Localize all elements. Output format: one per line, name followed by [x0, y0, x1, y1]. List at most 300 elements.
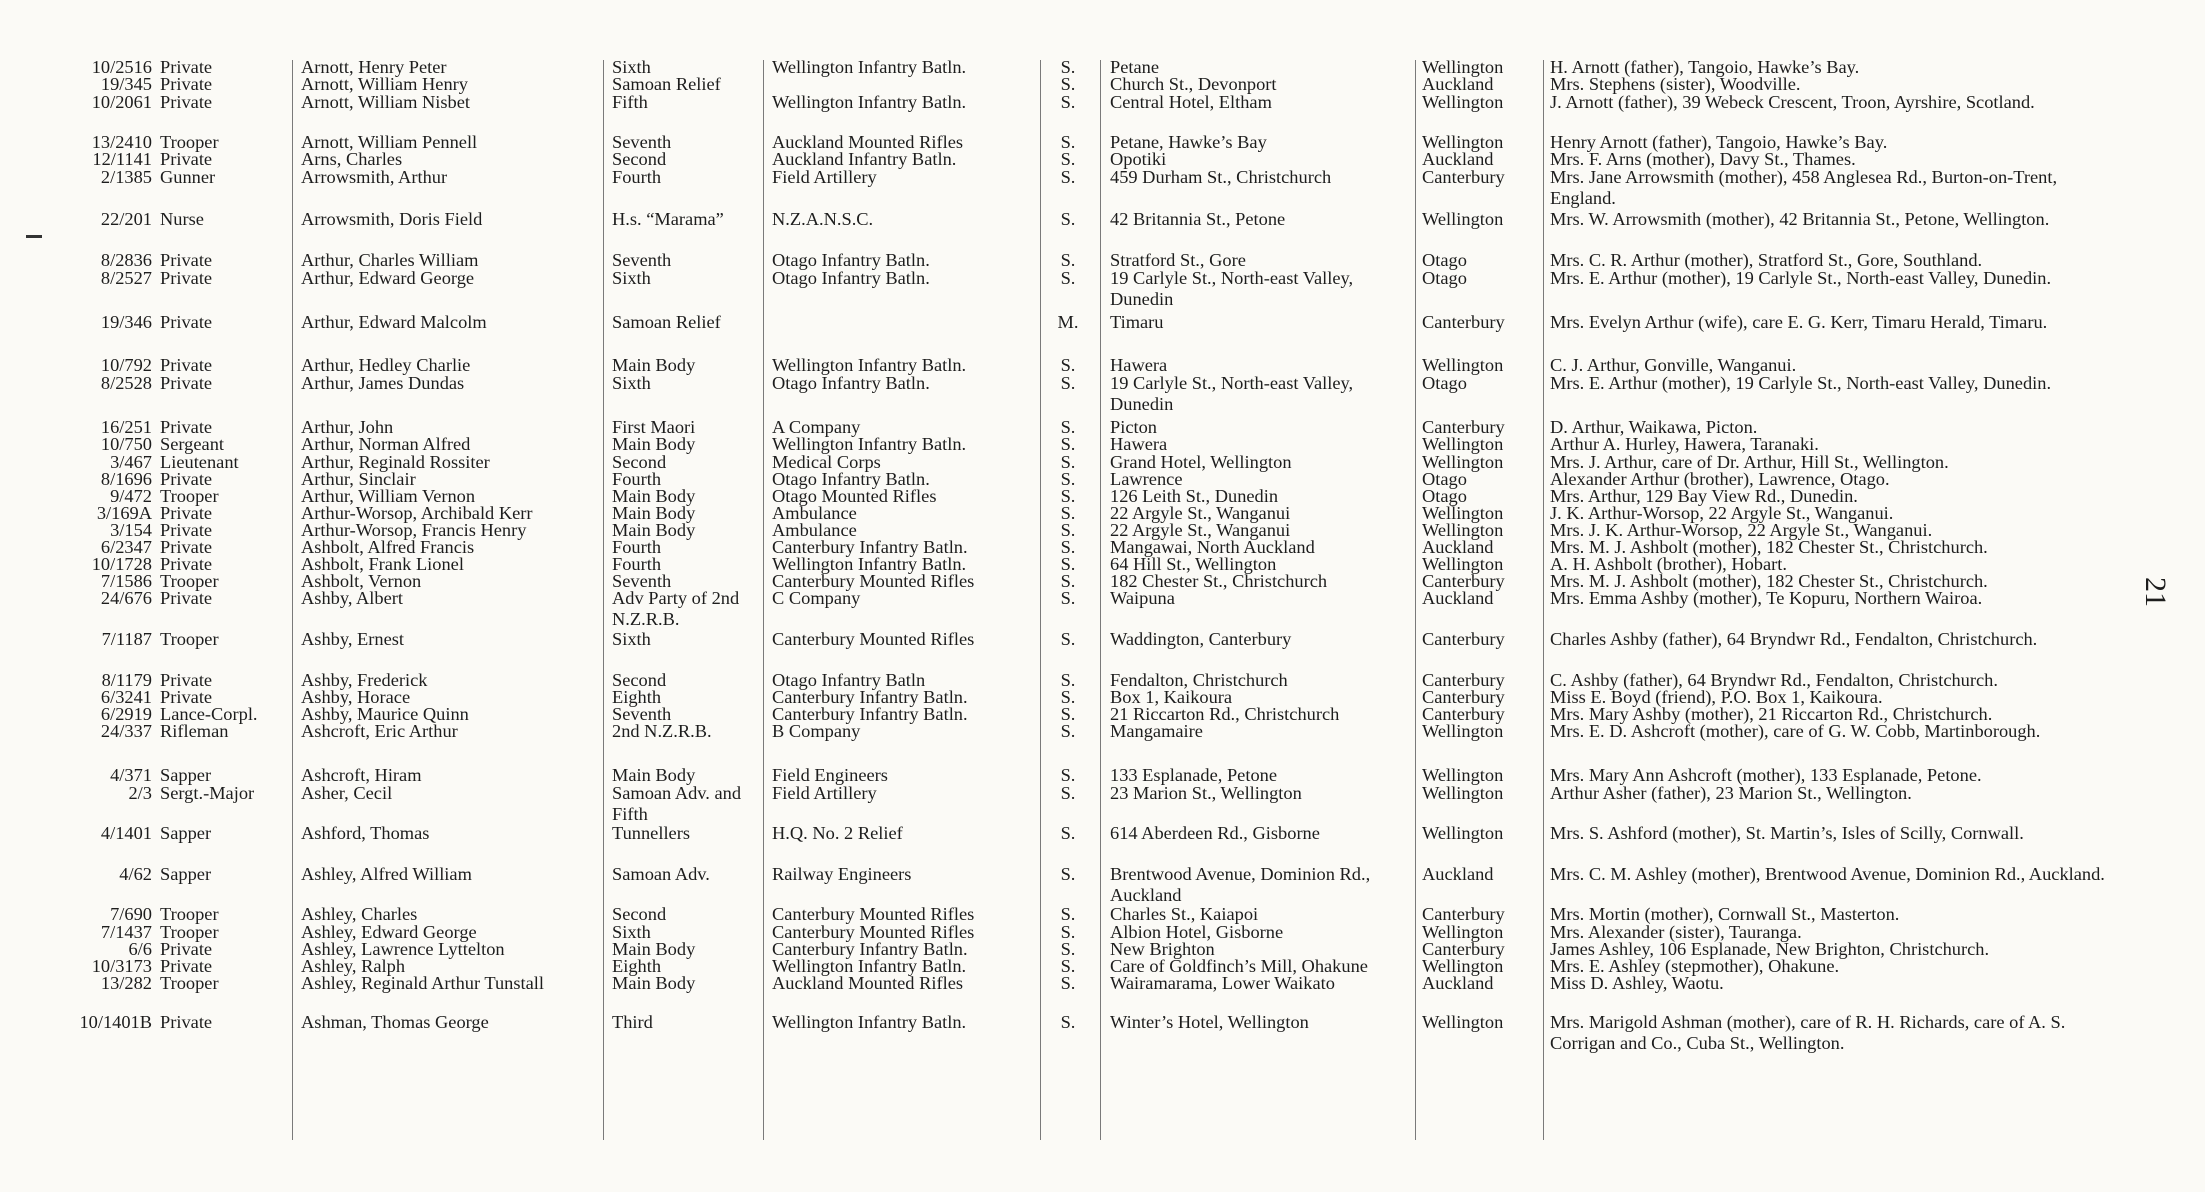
district-cell: Wellington: [1422, 520, 1504, 540]
marital-status-cell: S.: [1060, 417, 1076, 437]
draft-cell: Fourth: [612, 537, 662, 557]
marital-status-cell: S.: [1060, 452, 1076, 472]
marital-status-cell: S.: [1060, 571, 1076, 591]
next-of-kin-cell: D. Arthur, Waikawa, Picton.: [1550, 417, 1758, 437]
rank-cell: Private: [160, 57, 213, 77]
service-number-cell: 7/1437: [100, 922, 152, 942]
district-cell: Canterbury: [1422, 670, 1505, 690]
unit-cell: Auckland Mounted Rifles: [772, 132, 964, 152]
rank-cell: Private: [160, 149, 213, 169]
draft-cell: Main Body: [612, 486, 696, 506]
marital-status-cell: S.: [1060, 939, 1076, 959]
page-number: 21: [2139, 577, 2172, 607]
unit-cell: Wellington Infantry Batln.: [772, 1012, 967, 1032]
last-address-cell: 22 Argyle St., Wanganui: [1110, 503, 1291, 523]
soldier-name-cell: Arthur-Worsop, Archibald Kerr: [301, 503, 533, 523]
marital-status-cell: M.: [1057, 312, 1079, 332]
rank-cell: Private: [160, 74, 213, 94]
last-address-cell: Box 1, Kaikoura: [1110, 687, 1233, 707]
next-of-kin-cell: C. J. Arthur, Gonville, Wanganui.: [1550, 355, 1797, 375]
service-number-cell: 6/3241: [100, 687, 152, 707]
next-of-kin-cell: Mrs. J. K. Arthur-Worsop, 22 Argyle St., Wanganui.: [1550, 520, 1933, 540]
district-cell: Canterbury: [1422, 571, 1505, 591]
soldier-name-cell: Arrowsmith, Doris Field: [301, 209, 483, 229]
service-number-cell: 10/750: [100, 434, 152, 454]
soldier-name-cell: Arthur, Edward Malcolm: [301, 312, 487, 332]
unit-cell: N.Z.A.N.S.C.: [772, 209, 874, 229]
unit-cell: Canterbury Mounted Rifles: [772, 922, 975, 942]
draft-cell: Second: [612, 904, 667, 924]
soldier-name-cell: Ashley, Lawrence Lyttelton: [301, 939, 505, 959]
service-number-cell: 19/345: [100, 74, 152, 94]
last-address-cell: 126 Leith St., Dunedin: [1110, 486, 1279, 506]
last-address-cell: Petane, Hawke’s Bay: [1110, 132, 1267, 152]
soldier-name-cell: Ashcroft, Hiram: [301, 765, 422, 785]
marital-status-cell: S.: [1060, 373, 1076, 393]
next-of-kin-cell: Mrs. W. Arrowsmith (mother), 42 Britannia St., Petone, Wellington.: [1550, 209, 2050, 229]
marital-status-cell: S.: [1060, 864, 1076, 884]
last-address-cell: Opotiki: [1110, 149, 1167, 169]
soldier-name-cell: Ashley, Alfred William: [301, 864, 472, 884]
soldier-name-cell: Ashby, Ernest: [301, 629, 405, 649]
draft-cell: Fourth: [612, 469, 662, 489]
rank-cell: Lance-Corpl.: [160, 704, 258, 724]
next-of-kin-cell: Mrs. C. M. Ashley (mother), Brentwood Avenue, Dominion Rd., Auckland.: [1550, 864, 2105, 884]
service-number-cell: 2/3: [128, 783, 152, 803]
marital-status-cell: S.: [1060, 670, 1076, 690]
soldier-name-cell: Arthur, Hedley Charlie: [301, 355, 471, 375]
marital-status-cell: S.: [1060, 629, 1076, 649]
column-rule: [763, 60, 764, 1140]
rank-cell: Private: [160, 469, 213, 489]
next-of-kin-cell: Alexander Arthur (brother), Lawrence, Otago.: [1550, 469, 1890, 489]
rank-cell: Trooper: [160, 922, 219, 942]
district-cell: Canterbury: [1422, 939, 1505, 959]
soldier-name-cell: Arns, Charles: [301, 149, 403, 169]
service-number-cell: 3/154: [110, 520, 152, 540]
next-of-kin-cell: Arthur Asher (father), 23 Marion St., Wellington.: [1550, 783, 1912, 803]
draft-cell: Samoan Adv.: [612, 864, 710, 884]
unit-cell: Otago Infantry Batln: [772, 670, 926, 690]
last-address-cell: Mangawai, North Auckland: [1110, 537, 1315, 557]
next-of-kin-cell: Arthur A. Hurley, Hawera, Taranaki.: [1550, 434, 1819, 454]
last-address-cell: 21 Riccarton Rd., Christchurch: [1110, 704, 1340, 724]
unit-cell: H.Q. No. 2 Relief: [772, 823, 903, 843]
last-address-cell: Albion Hotel, Gisborne: [1110, 922, 1284, 942]
service-number-cell: 4/371: [110, 765, 152, 785]
rank-cell: Nurse: [160, 209, 204, 229]
draft-cell: Fifth: [612, 92, 648, 112]
unit-cell: Wellington Infantry Batln.: [772, 434, 967, 454]
next-of-kin-cell: Mrs. Mary Ashby (mother), 21 Riccarton Rd., Christchurch.: [1550, 704, 1993, 724]
soldier-name-cell: Ashby, Frederick: [301, 670, 428, 690]
rank-cell: Private: [160, 92, 213, 112]
marital-status-cell: S.: [1060, 250, 1076, 270]
last-address-cell: 459 Durham St., Christchurch: [1110, 167, 1332, 187]
unit-cell: Canterbury Mounted Rifles: [772, 571, 975, 591]
unit-cell: Canterbury Infantry Batln.: [772, 939, 968, 959]
rank-cell: Private: [160, 268, 213, 288]
unit-cell: C Company: [772, 588, 861, 608]
service-number-cell: 19/346: [100, 312, 152, 332]
district-cell: Canterbury: [1422, 312, 1505, 332]
rank-cell: Private: [160, 939, 213, 959]
soldier-name-cell: Arnott, Henry Peter: [301, 57, 447, 77]
next-of-kin-cell: Miss D. Ashley, Waotu.: [1550, 973, 1724, 993]
next-of-kin-cell: C. Ashby (father), 64 Bryndwr Rd., Fendalton, Christchurch.: [1550, 670, 1998, 690]
draft-cell: Sixth: [612, 268, 651, 288]
rank-cell: Trooper: [160, 904, 219, 924]
district-cell: Wellington: [1422, 956, 1504, 976]
soldier-name-cell: Arthur, Sinclair: [301, 469, 416, 489]
soldier-name-cell: Arthur, Norman Alfred: [301, 434, 471, 454]
next-of-kin-cell: Mrs. Alexander (sister), Tauranga.: [1550, 922, 1802, 942]
district-cell: Wellington: [1422, 922, 1504, 942]
unit-cell: Otago Infantry Batln.: [772, 268, 930, 288]
rank-cell: Sapper: [160, 864, 212, 884]
soldier-name-cell: Arnott, William Henry: [301, 74, 468, 94]
next-of-kin-cell: H. Arnott (father), Tangoio, Hawke’s Bay.: [1550, 57, 1860, 77]
last-address-cell: Waipuna: [1110, 588, 1175, 608]
rank-cell: Private: [160, 537, 213, 557]
district-cell: Wellington: [1422, 434, 1504, 454]
draft-cell: Eighth: [612, 687, 662, 707]
rank-cell: Gunner: [160, 167, 216, 187]
rank-cell: Private: [160, 373, 213, 393]
last-address-cell: Waddington, Canterbury: [1110, 629, 1292, 649]
soldier-name-cell: Ashby, Albert: [301, 588, 403, 608]
district-cell: Wellington: [1422, 721, 1504, 741]
marital-status-cell: S.: [1060, 149, 1076, 169]
service-number-cell: 6/2919: [100, 704, 152, 724]
district-cell: Otago: [1422, 268, 1467, 288]
last-address-cell: Wairamarama, Lower Waikato: [1110, 973, 1335, 993]
soldier-name-cell: Ashby, Horace: [301, 687, 411, 707]
service-number-cell: 8/1179: [101, 670, 152, 690]
draft-cell: Seventh: [612, 250, 672, 270]
district-cell: Wellington: [1422, 765, 1504, 785]
marital-status-cell: S.: [1060, 721, 1076, 741]
soldier-name-cell: Arnott, William Pennell: [301, 132, 478, 152]
marital-status-cell: S.: [1060, 704, 1076, 724]
marital-status-cell: S.: [1060, 355, 1076, 375]
last-address-cell: Mangamaire: [1110, 721, 1203, 741]
next-of-kin-cell: Charles Ashby (father), 64 Bryndwr Rd., Fendalton, Christchurch.: [1550, 629, 2038, 649]
unit-cell: Otago Infantry Batln.: [772, 250, 930, 270]
next-of-kin-cell: Mrs. Marigold Ashman (mother), care of R. H. Richards, care of A. S. Corrigan and Co., Cuba St., Wellington.: [1550, 1012, 2066, 1053]
unit-cell: Otago Infantry Batln.: [772, 373, 930, 393]
district-cell: Wellington: [1422, 783, 1504, 803]
district-cell: Canterbury: [1422, 704, 1505, 724]
unit-cell: Wellington Infantry Batln.: [772, 554, 967, 574]
district-cell: Wellington: [1422, 452, 1504, 472]
unit-cell: Wellington Infantry Batln.: [772, 92, 967, 112]
draft-cell: Main Body: [612, 765, 696, 785]
next-of-kin-cell: Mrs. Mary Ann Ashcroft (mother), 133 Esplanade, Petone.: [1550, 765, 1982, 785]
rank-cell: Trooper: [160, 486, 219, 506]
service-number-cell: 16/251: [100, 417, 152, 437]
service-number-cell: 7/1187: [101, 629, 152, 649]
marital-status-cell: S.: [1060, 922, 1076, 942]
next-of-kin-cell: Mrs. Emma Ashby (mother), Te Kopuru, Northern Wairoa.: [1550, 588, 1983, 608]
soldier-name-cell: Arthur-Worsop, Francis Henry: [301, 520, 527, 540]
unit-cell: B Company: [772, 721, 861, 741]
rank-cell: Trooper: [160, 571, 219, 591]
marital-status-cell: S.: [1060, 823, 1076, 843]
marital-status-cell: S.: [1060, 783, 1076, 803]
service-number-cell: 10/2061: [91, 92, 152, 112]
soldier-name-cell: Ashley, Edward George: [301, 922, 477, 942]
marital-status-cell: S.: [1060, 209, 1076, 229]
unit-cell: Canterbury Mounted Rifles: [772, 629, 975, 649]
district-cell: Wellington: [1422, 503, 1504, 523]
last-address-cell: Grand Hotel, Wellington: [1110, 452, 1292, 472]
district-cell: Wellington: [1422, 554, 1504, 574]
draft-cell: Fourth: [612, 554, 662, 574]
rank-cell: Sergeant: [160, 434, 225, 454]
district-cell: Wellington: [1422, 355, 1504, 375]
last-address-cell: Central Hotel, Eltham: [1110, 92, 1272, 112]
marital-status-cell: S.: [1060, 268, 1076, 288]
next-of-kin-cell: A. H. Ashbolt (brother), Hobart.: [1550, 554, 1787, 574]
unit-cell: A Company: [772, 417, 861, 437]
rank-cell: Private: [160, 503, 213, 523]
marital-status-cell: S.: [1060, 588, 1076, 608]
district-cell: Wellington: [1422, 823, 1504, 843]
service-number-cell: 8/2836: [100, 250, 152, 270]
district-cell: Wellington: [1422, 132, 1504, 152]
draft-cell: Sixth: [612, 373, 651, 393]
next-of-kin-cell: Mrs. F. Arns (mother), Davy St., Thames.: [1550, 149, 1856, 169]
draft-cell: Seventh: [612, 132, 672, 152]
service-number-cell: 10/1728: [91, 554, 152, 574]
service-number-cell: 13/2410: [91, 132, 152, 152]
rank-cell: Trooper: [160, 132, 219, 152]
unit-cell: Wellington Infantry Batln.: [772, 57, 967, 77]
unit-cell: Otago Infantry Batln.: [772, 469, 930, 489]
rank-cell: Sergt.-Major: [160, 783, 255, 803]
draft-cell: Samoan Relief: [612, 312, 721, 332]
rank-cell: Private: [160, 355, 213, 375]
marital-status-cell: S.: [1060, 503, 1076, 523]
draft-cell: Sixth: [612, 629, 651, 649]
district-cell: Otago: [1422, 373, 1467, 393]
next-of-kin-cell: Mrs. E. Arthur (mother), 19 Carlyle St., North-east Valley, Dunedin.: [1550, 373, 2052, 393]
marital-status-cell: S.: [1060, 434, 1076, 454]
marital-status-cell: S.: [1060, 92, 1076, 112]
unit-cell: Ambulance: [772, 503, 857, 523]
rank-cell: Private: [160, 417, 213, 437]
service-number-cell: 10/1401B: [79, 1012, 152, 1032]
unit-cell: Medical Corps: [772, 452, 881, 472]
draft-cell: 2nd N.Z.R.B.: [612, 721, 712, 741]
district-cell: Canterbury: [1422, 417, 1505, 437]
service-number-cell: 6/6: [128, 939, 152, 959]
soldier-name-cell: Arthur, Charles William: [301, 250, 479, 270]
district-cell: Wellington: [1422, 1012, 1504, 1032]
next-of-kin-cell: Henry Arnott (father), Tangoio, Hawke’s Bay.: [1550, 132, 1888, 152]
next-of-kin-cell: Mrs. J. Arthur, care of Dr. Arthur, Hill St., Wellington.: [1550, 452, 1949, 472]
last-address-cell: 22 Argyle St., Wanganui: [1110, 520, 1291, 540]
draft-cell: Samoan Relief: [612, 74, 721, 94]
draft-cell: Second: [612, 149, 667, 169]
last-address-cell: Winter’s Hotel, Wellington: [1110, 1012, 1309, 1032]
service-number-cell: 13/282: [100, 973, 152, 993]
soldier-name-cell: Arthur, Reginald Rossiter: [301, 452, 490, 472]
draft-cell: Main Body: [612, 520, 696, 540]
draft-cell: Seventh: [612, 704, 672, 724]
draft-cell: Sixth: [612, 57, 651, 77]
service-number-cell: 24/337: [100, 721, 152, 741]
soldier-name-cell: Arrowsmith, Arthur: [301, 167, 448, 187]
district-cell: Otago: [1422, 250, 1467, 270]
rank-cell: Trooper: [160, 629, 219, 649]
service-number-cell: 3/169A: [96, 503, 152, 523]
service-number-cell: 10/792: [100, 355, 152, 375]
rank-cell: Lieutenant: [160, 452, 239, 472]
draft-cell: Main Body: [612, 355, 696, 375]
service-number-cell: 9/472: [110, 486, 152, 506]
last-address-cell: 182 Chester St., Christchurch: [1110, 571, 1328, 591]
district-cell: Auckland: [1422, 149, 1494, 169]
column-rule: [292, 60, 293, 1140]
last-address-cell: Picton: [1110, 417, 1158, 437]
marital-status-cell: S.: [1060, 57, 1076, 77]
draft-cell: First Maori: [612, 417, 696, 437]
marital-status-cell: S.: [1060, 486, 1076, 506]
rank-cell: Sapper: [160, 765, 212, 785]
marital-status-cell: S.: [1060, 904, 1076, 924]
district-cell: Wellington: [1422, 92, 1504, 112]
rank-cell: Private: [160, 687, 213, 707]
soldier-name-cell: Arthur, Edward George: [301, 268, 475, 288]
draft-cell: Main Body: [612, 503, 696, 523]
soldier-name-cell: Arnott, William Nisbet: [301, 92, 471, 112]
district-cell: Canterbury: [1422, 687, 1505, 707]
rank-cell: Private: [160, 312, 213, 332]
marital-status-cell: S.: [1060, 469, 1076, 489]
marital-status-cell: S.: [1060, 956, 1076, 976]
last-address-cell: Brentwood Avenue, Dominion Rd., Auckland: [1110, 864, 1371, 905]
service-number-cell: 8/1696: [100, 469, 152, 489]
district-cell: Auckland: [1422, 74, 1494, 94]
soldier-name-cell: Ashbolt, Frank Lionel: [301, 554, 464, 574]
service-number-cell: 3/467: [110, 452, 152, 472]
next-of-kin-cell: James Ashley, 106 Esplanade, New Brighton, Christchurch.: [1550, 939, 1990, 959]
unit-cell: Field Artillery: [772, 167, 877, 187]
last-address-cell: 19 Carlyle St., North-east Valley, Dunedin: [1110, 373, 1354, 414]
marital-status-cell: S.: [1060, 554, 1076, 574]
unit-cell: Canterbury Infantry Batln.: [772, 537, 968, 557]
district-cell: Auckland: [1422, 973, 1494, 993]
rank-cell: Private: [160, 670, 213, 690]
last-address-cell: Fendalton, Christchurch: [1110, 670, 1288, 690]
draft-cell: Main Body: [612, 973, 696, 993]
service-number-cell: 4/1401: [100, 823, 152, 843]
next-of-kin-cell: Mrs. S. Ashford (mother), St. Martin’s, Isles of Scilly, Cornwall.: [1550, 823, 2024, 843]
next-of-kin-cell: Mrs. Stephens (sister), Woodville.: [1550, 74, 1801, 94]
marital-status-cell: S.: [1060, 1012, 1076, 1032]
next-of-kin-cell: Miss E. Boyd (friend), P.O. Box 1, Kaikoura.: [1550, 687, 1883, 707]
unit-cell: Field Artillery: [772, 783, 877, 803]
soldier-name-cell: Ashcroft, Eric Arthur: [301, 721, 458, 741]
soldier-name-cell: Ashford, Thomas: [301, 823, 430, 843]
marital-status-cell: S.: [1060, 520, 1076, 540]
district-cell: Wellington: [1422, 57, 1504, 77]
last-address-cell: Petane: [1110, 57, 1160, 77]
draft-cell: Third: [612, 1012, 653, 1032]
district-cell: Wellington: [1422, 209, 1504, 229]
last-address-cell: Charles St., Kaiapoi: [1110, 904, 1259, 924]
column-rule: [1100, 60, 1101, 1140]
district-cell: Auckland: [1422, 537, 1494, 557]
marital-status-cell: S.: [1060, 74, 1076, 94]
district-cell: Otago: [1422, 486, 1467, 506]
last-address-cell: Lawrence: [1110, 469, 1183, 489]
draft-cell: Second: [612, 452, 667, 472]
last-address-cell: Hawera: [1110, 434, 1168, 454]
unit-cell: Canterbury Infantry Batln.: [772, 687, 968, 707]
next-of-kin-cell: Mrs. M. J. Ashbolt (mother), 182 Chester St., Christchurch.: [1550, 537, 1988, 557]
next-of-kin-cell: Mrs. Arthur, 129 Bay View Rd., Dunedin.: [1550, 486, 1858, 506]
last-address-cell: 23 Marion St., Wellington: [1110, 783, 1302, 803]
next-of-kin-cell: Mrs. E. Arthur (mother), 19 Carlyle St., North-east Valley, Dunedin.: [1550, 268, 2052, 288]
rank-cell: Private: [160, 554, 213, 574]
rank-cell: Private: [160, 250, 213, 270]
next-of-kin-cell: Mrs. Evelyn Arthur (wife), care E. G. Kerr, Timaru Herald, Timaru.: [1550, 312, 2048, 332]
soldier-name-cell: Ashby, Maurice Quinn: [301, 704, 469, 724]
draft-cell: Main Body: [612, 434, 696, 454]
district-cell: Auckland: [1422, 588, 1494, 608]
district-cell: Canterbury: [1422, 904, 1505, 924]
next-of-kin-cell: Mrs. Mortin (mother), Cornwall St., Masterton.: [1550, 904, 1900, 924]
service-number-cell: 10/3173: [91, 956, 152, 976]
next-of-kin-cell: Mrs. C. R. Arthur (mother), Stratford St., Gore, Southland.: [1550, 250, 1983, 270]
service-number-cell: 7/690: [110, 904, 152, 924]
service-number-cell: 8/2527: [100, 268, 152, 288]
unit-cell: Canterbury Infantry Batln.: [772, 704, 968, 724]
last-address-cell: 133 Esplanade, Petone: [1110, 765, 1278, 785]
service-number-cell: 2/1385: [100, 167, 152, 187]
last-address-cell: 19 Carlyle St., North-east Valley, Dunedin: [1110, 268, 1354, 309]
district-cell: Auckland: [1422, 864, 1494, 884]
marital-status-cell: S.: [1060, 973, 1076, 993]
rank-cell: Rifleman: [160, 721, 229, 741]
draft-cell: Eighth: [612, 956, 662, 976]
last-address-cell: New Brighton: [1110, 939, 1215, 959]
rank-cell: Private: [160, 1012, 213, 1032]
unit-cell: Auckland Mounted Rifles: [772, 973, 964, 993]
soldier-name-cell: Ashley, Charles: [301, 904, 418, 924]
rank-cell: Private: [160, 520, 213, 540]
next-of-kin-cell: Mrs. Jane Arrowsmith (mother), 458 Anglesea Rd., Burton-on-Trent, England.: [1550, 167, 2058, 208]
draft-cell: Tunnellers: [612, 823, 690, 843]
marital-status-cell: S.: [1060, 765, 1076, 785]
draft-cell: Second: [612, 670, 667, 690]
soldier-name-cell: Ashley, Reginald Arthur Tunstall: [301, 973, 545, 993]
unit-cell: Field Engineers: [772, 765, 888, 785]
column-rule: [1040, 60, 1041, 1140]
unit-cell: Ambulance: [772, 520, 857, 540]
soldier-name-cell: Ashley, Ralph: [301, 956, 406, 976]
rank-cell: Trooper: [160, 973, 219, 993]
next-of-kin-cell: Mrs. M. J. Ashbolt (mother), 182 Chester St., Christchurch.: [1550, 571, 1988, 591]
draft-cell: Adv Party of 2nd N.Z.R.B.: [612, 588, 740, 629]
soldier-name-cell: Arthur, John: [301, 417, 394, 437]
marital-status-cell: S.: [1060, 687, 1076, 707]
district-cell: Canterbury: [1422, 167, 1505, 187]
soldier-name-cell: Asher, Cecil: [301, 783, 393, 803]
